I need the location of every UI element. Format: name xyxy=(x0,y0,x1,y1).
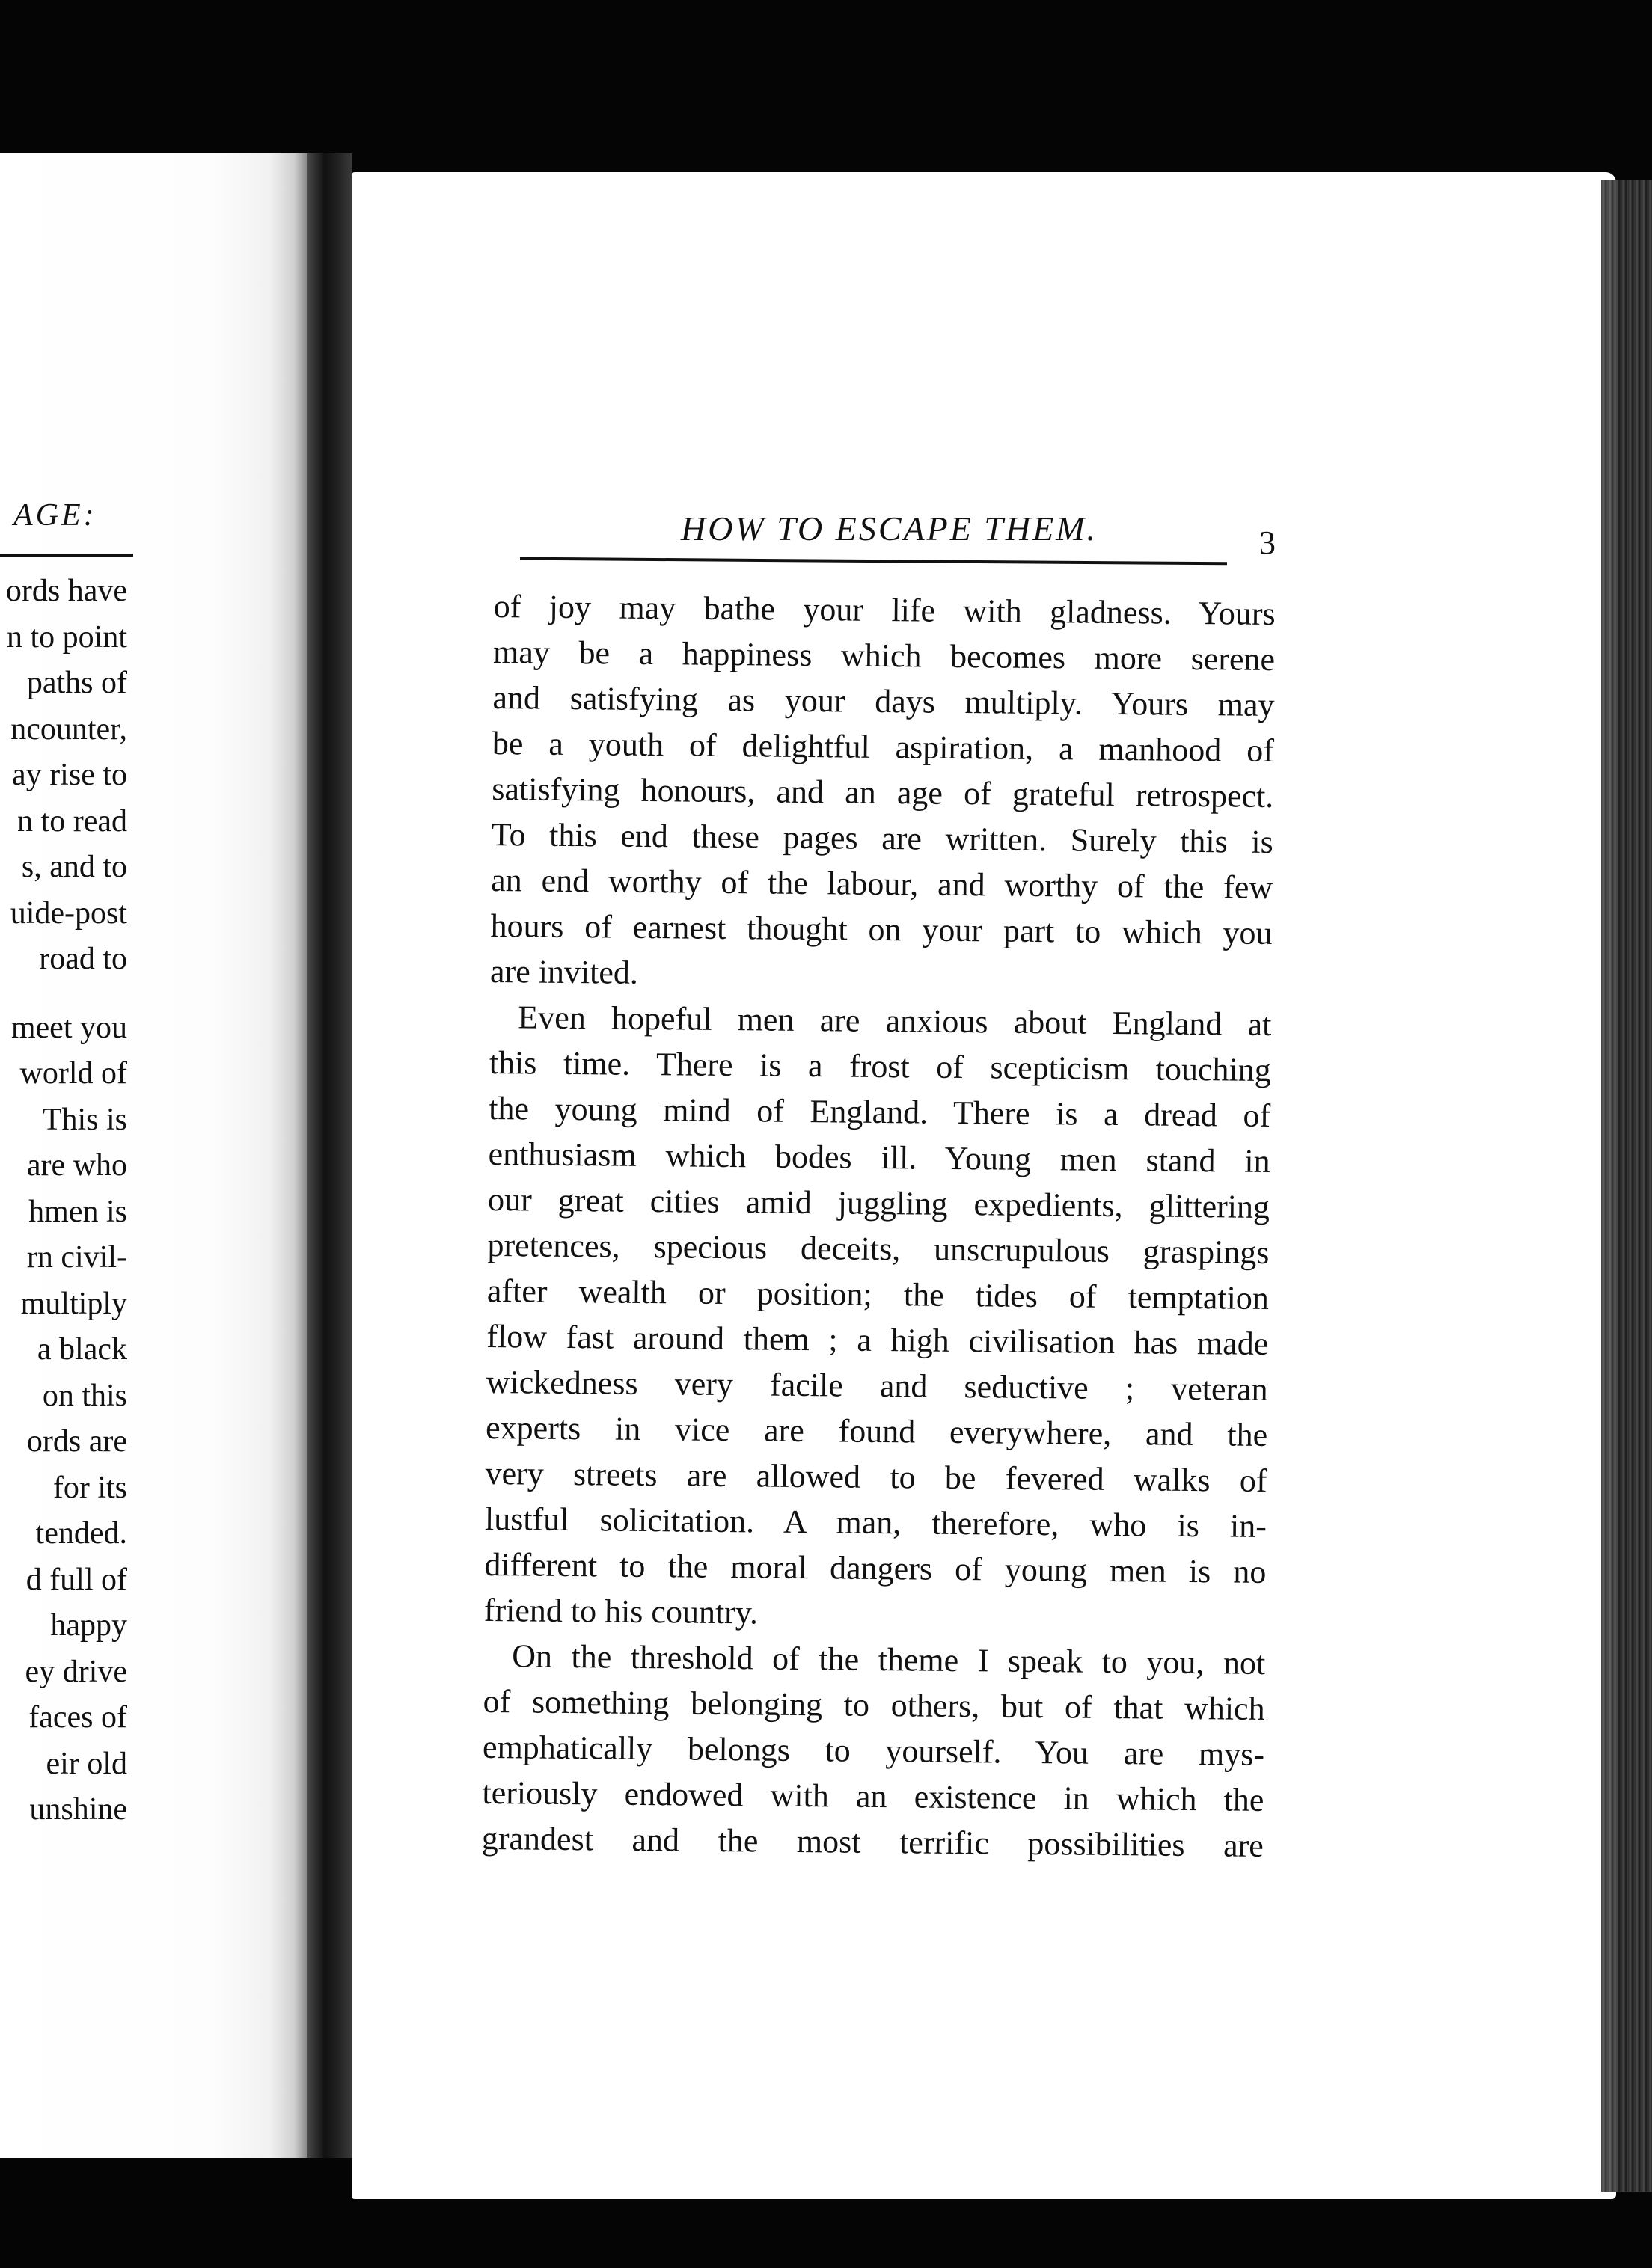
text-line: our great cities amid juggling expedients, glittering xyxy=(487,1180,1270,1225)
left-text-line: s, and to xyxy=(21,850,127,884)
text-line: experts in vice are found everywhere, and the xyxy=(485,1409,1268,1453)
text-line: this time. There is a frost of scepticism touching xyxy=(489,1043,1272,1089)
text-line: the young mind of England. There is a dread of xyxy=(489,1089,1271,1134)
left-header-rule xyxy=(0,554,133,557)
left-text-line: tended. xyxy=(35,1516,127,1551)
text-line: grandest and the most terrific possibilities are xyxy=(481,1819,1264,1864)
left-text-line: n to read xyxy=(17,803,127,839)
body-text xyxy=(482,583,1276,1869)
paragraph xyxy=(482,1633,1266,1869)
left-text-line: hmen is xyxy=(28,1194,127,1229)
previous-page xyxy=(0,153,307,2158)
left-text-line: n to point xyxy=(6,619,127,655)
page-edges xyxy=(1601,180,1652,2192)
left-text-line: This is xyxy=(42,1102,127,1137)
running-head: HOW TO ESCAPE THEM. xyxy=(681,509,1098,548)
paragraph xyxy=(490,583,1276,1002)
text-line: Even hopeful men are anxious about England at xyxy=(518,999,1272,1043)
text-line: enthusiasm which bodes ill. Young men stand in xyxy=(488,1135,1270,1180)
left-text-line: uide-post xyxy=(10,895,127,931)
left-text-line: ay rise to xyxy=(12,758,127,792)
text-line: friend to his country. xyxy=(483,1591,759,1631)
scan-background xyxy=(352,2199,1652,2268)
text-line: after wealth or position; the tides of temptation xyxy=(486,1272,1270,1317)
text-line: very streets are allowed to be fevered walks of xyxy=(485,1454,1267,1499)
left-text-line: unshine xyxy=(29,1792,127,1827)
left-text-line: a black xyxy=(37,1332,127,1367)
text-line: different to the moral dangers of young men is no xyxy=(484,1545,1267,1590)
left-text-line: faces of xyxy=(28,1700,127,1735)
text-line: teriously endowed with an existence in which the xyxy=(482,1774,1264,1818)
text-line: emphatically belongs to yourself. You are mys- xyxy=(482,1728,1265,1773)
page-number: 3 xyxy=(1259,524,1276,561)
text-line: satisfying honours, and an age of grateful retrospect. xyxy=(492,770,1274,815)
left-text-line: on this xyxy=(42,1378,127,1413)
left-text-line: rn civil- xyxy=(26,1240,127,1275)
left-text-line: for its xyxy=(52,1470,127,1505)
left-text-line: ords have xyxy=(5,574,127,608)
text-line: lustful solicitation. A man, therefore, who is in- xyxy=(484,1500,1267,1545)
left-text-line: multiply xyxy=(20,1286,127,1321)
left-text-line: eir old xyxy=(46,1746,127,1781)
text-line: an end worthy of the labour, and worthy of the few xyxy=(490,861,1273,907)
left-text-line: are who xyxy=(26,1148,127,1183)
text-line: and satisfying as your days multiply. Yours may xyxy=(492,678,1275,724)
left-text-line: meet you xyxy=(10,1010,127,1045)
text-line: To this end these pages are written. Surely this is xyxy=(491,815,1273,861)
left-text-line: d full of xyxy=(25,1562,127,1597)
text-line: may be a happiness which becomes more serene xyxy=(492,633,1276,678)
left-text-line: ey drive xyxy=(25,1654,127,1689)
text-line: flow fast around them ; a high civilisation has made xyxy=(486,1317,1269,1362)
left-page-text xyxy=(0,568,127,1833)
text-line: pretences, specious deceits, unscrupulous graspings xyxy=(487,1226,1270,1271)
left-text-line: happy xyxy=(50,1608,127,1643)
text-line: of joy may bathe your life with gladness. Yours xyxy=(493,587,1276,633)
left-text-line: world of xyxy=(19,1056,127,1091)
text-line: On the threshold of the theme I speak to you, not xyxy=(512,1637,1266,1682)
paragraph xyxy=(484,994,1272,1640)
text-line: of something belonging to others, but of that which xyxy=(483,1682,1265,1727)
text-line: are invited. xyxy=(489,952,639,991)
left-text-line: ncounter, xyxy=(10,711,127,747)
left-text-line: paths of xyxy=(26,666,127,700)
text-line: be a youth of delightful aspiration, a manhood of xyxy=(492,724,1275,770)
text-line: hours of earnest thought on your part to which you xyxy=(490,907,1273,952)
left-text-line: road to xyxy=(39,942,127,976)
book-gutter xyxy=(307,153,352,2158)
left-text-line: ords are xyxy=(26,1424,127,1459)
left-running-head: AGE: xyxy=(13,498,97,533)
text-line: wickedness very facile and seductive ; veteran xyxy=(486,1363,1268,1408)
